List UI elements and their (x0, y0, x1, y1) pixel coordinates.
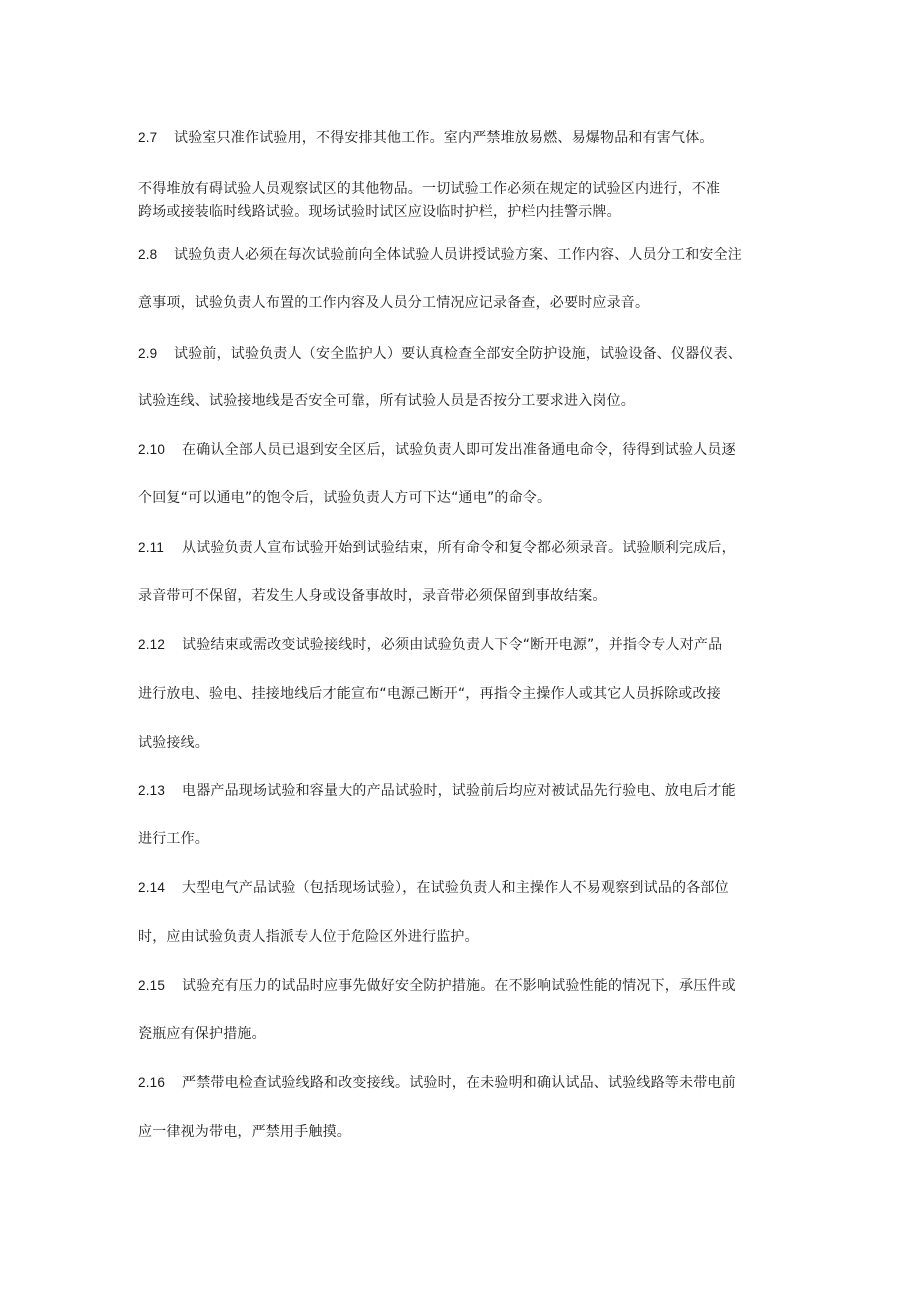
paragraph-2-7-line-1 (138, 129, 798, 147)
paragraph-text: 不得堆放有碍试验人员观察试区的其他物品。一切试验工作必须在规定的试验区内进行，不准 (138, 181, 721, 197)
paragraph-text: 应一律视为带电，严禁用手触摸。 (138, 1124, 351, 1140)
paragraph-text: 电器产品现场试验和容量大的产品试验时，试验前后均应对被试品先行验电、放电后才能 (182, 783, 736, 799)
section-number: 2.8 (138, 247, 158, 262)
paragraph-2-12-line-1 (138, 636, 798, 654)
paragraph-2-12-line-2 (138, 685, 798, 703)
section-number: 2.7 (138, 130, 158, 145)
paragraph-2-8-line-1 (138, 246, 798, 264)
section-number: 2.16 (138, 1075, 166, 1090)
paragraph-2-15-line-1 (138, 977, 798, 995)
paragraph-continuation-line-1 (138, 180, 798, 198)
paragraph-text: 试验充有压力的试品时应事先做好安全防护措施。在不影响试验性能的情况下，承压件或 (182, 978, 736, 994)
paragraph-text: 严禁带电检查试验线路和改变接线。试验时，在未验明和确认试品、试验线路等未带电前 (182, 1075, 736, 1091)
paragraph-text: 个回复“可以通电”的饱令后，试验负责人方可下达“通电”的命令。 (138, 490, 552, 506)
section-number: 2.11 (138, 540, 165, 555)
paragraph-2-10-line-1 (138, 441, 798, 459)
paragraph-2-12-line-3 (138, 734, 798, 752)
paragraph-2-16-line-1 (138, 1074, 798, 1092)
paragraph-text: 录音带可不保留，若发生人身或设备事故时，录音带必须保留到事故结案。 (138, 588, 607, 604)
section-number: 2.9 (138, 346, 158, 361)
paragraph-continuation-line-2 (138, 203, 798, 221)
paragraph-text: 试验结束或需改变试验接线时，必须由试验负责人下令“断开电源”，并指令专人对产品 (182, 637, 723, 653)
paragraph-text: 试验接线。 (138, 735, 209, 751)
paragraph-text: 跨场或接装临时线路试验。现场试验时试区应设临时护栏，护栏内挂警示牌。 (138, 204, 621, 220)
paragraph-2-11-line-1 (138, 539, 798, 557)
section-number: 2.10 (138, 442, 166, 457)
paragraph-2-14-line-1 (138, 879, 798, 897)
paragraph-text: 进行工作。 (138, 831, 209, 847)
paragraph-2-9-line-2 (138, 392, 798, 410)
paragraph-2-10-line-2 (138, 489, 798, 507)
section-number: 2.13 (138, 783, 166, 798)
paragraph-text: 进行放电、验电、挂接地线后才能宣布“电源己断开“，再指令主操作人或其它人员拆除或改接 (138, 686, 721, 702)
paragraph-2-15-line-2 (138, 1025, 798, 1043)
section-number: 2.15 (138, 978, 166, 993)
paragraph-text: 试验前，试验负责人（安全监护人）要认真检查全部安全防护设施，试验设备、仪器仪表、 (174, 346, 742, 362)
paragraph-text: 瓷瓶应有保护措施。 (138, 1026, 266, 1042)
paragraph-text: 试验负责人必须在每次试验前向全体试验人员讲授试验方案、工作内容、人员分工和安全注 (174, 247, 742, 263)
paragraph-2-8-line-2 (138, 294, 798, 312)
section-number: 2.14 (138, 880, 166, 895)
paragraph-text: 意事项，试验负责人布置的工作内容及人员分工情况应记录备查，必要时应录音。 (138, 295, 650, 311)
paragraph-2-13-line-1 (138, 782, 798, 800)
paragraph-text: 试验连线、试验接地线是否安全可靠，所有试验人员是否按分工要求进入岗位。 (138, 393, 635, 409)
paragraph-2-11-line-2 (138, 587, 798, 605)
paragraph-text: 从试验负责人宣布试验开始到试验结束，所有命令和复令都必须录音。试验顺利完成后， (182, 540, 736, 556)
paragraph-text: 在确认全部人员已退到安全区后，试验负责人即可发出准备通电命令，待得到试验人员逐 (182, 442, 736, 458)
paragraph-text: 时，应由试验负责人指派专人位于危险区外进行监护。 (138, 929, 479, 945)
paragraph-text: 大型电气产品试验（包括现场试验），在试验负责人和主操作人不易观察到试品的各部位 (182, 880, 729, 896)
paragraph-2-16-line-2 (138, 1123, 798, 1141)
paragraph-2-9-line-1 (138, 345, 798, 363)
paragraph-text: 试验室只准作试验用，不得安排其他工作。室内严禁堆放易燃、易爆物品和有害气体。 (174, 130, 714, 146)
section-number: 2.12 (138, 637, 166, 652)
paragraph-2-14-line-2 (138, 928, 798, 946)
paragraph-2-13-line-2 (138, 830, 798, 848)
